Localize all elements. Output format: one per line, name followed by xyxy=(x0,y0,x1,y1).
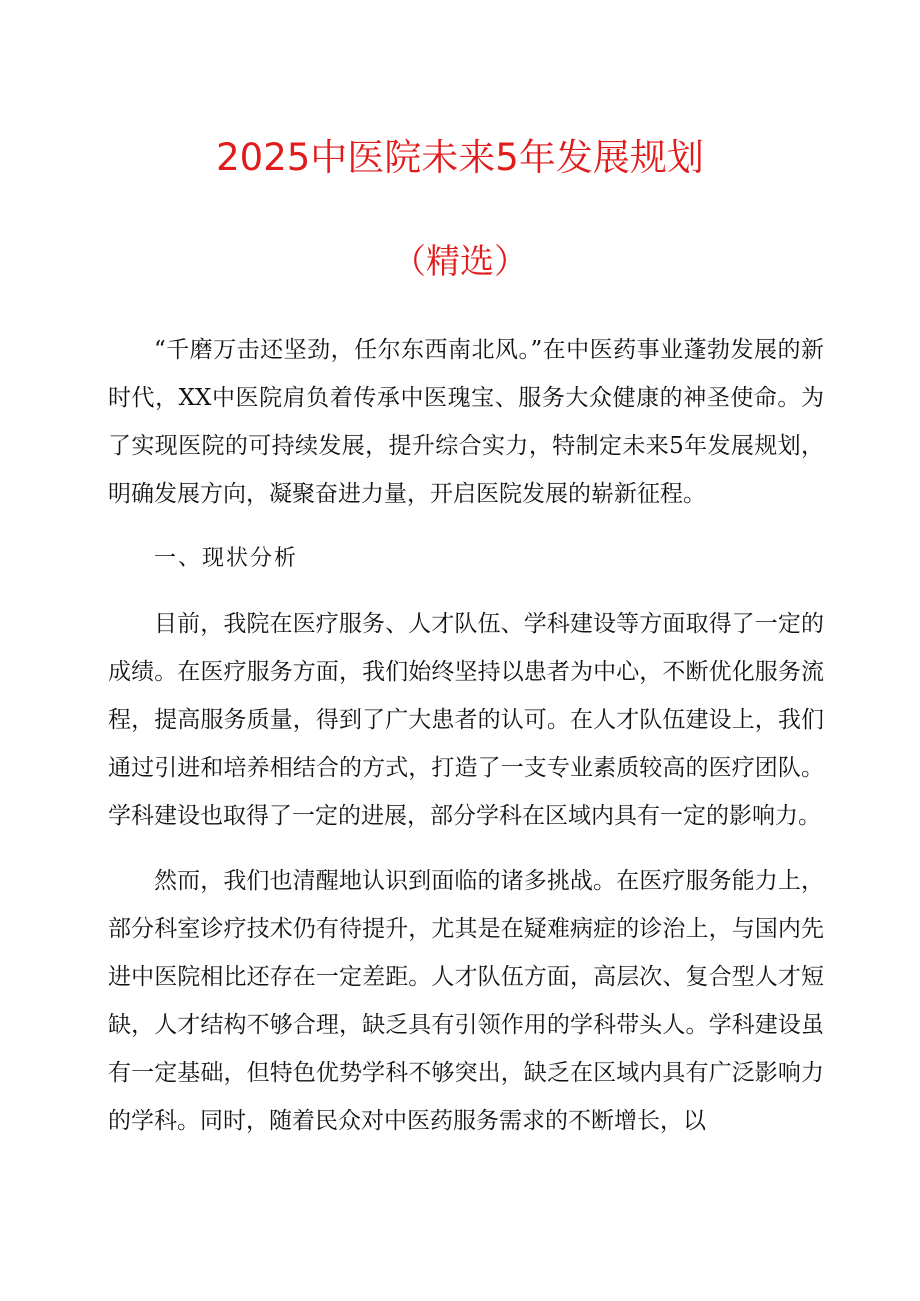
paragraph-achievements: 目前，我院在医疗服务、人才队伍、学科建设等方面取得了一定的成绩。在医疗服务方面，我们始终坚持以患者为中心，不断优化服务流程，提高服务质量，得到了广大患者的认可。在人才队伍建设上，我们通过引进和培养相结合的方式，打造了一支专业素质较高的医疗团队。学科建设也取得了一定的进展，部分学科在区域内具有一定的影响力。 xyxy=(108,611,824,829)
paragraph-gap xyxy=(108,840,824,857)
intro-paragraph: “千磨万击还坚劲，任尔东西南北风。”在中医药事业蓬勃发展的新时代，XX中医院肩负着传承中医瑰宝、服务大众健康的神圣使命。为了实现医院的可持续发展，提升综合实力，特制定未来5年发展规划，明确发展方向，凝聚奋进力量，开启医院发展的崭新征程。 xyxy=(108,337,824,507)
document-title: 2025中医院未来5年发展规划 xyxy=(216,136,704,179)
paragraph-challenges: 然而，我们也清醒地认识到面临的诸多挑战。在医疗服务能力上，部分科室诊疗技术仍有待提升，尤其是在疑难病症的诊治上，与国内先进中医院相比还存在一定差距。人才队伍方面，高层次、复合型人才短缺，人才结构不够合理，缺乏具有引领作用的学科带头人。学科建设虽有一定基础，但特色优势学科不够突出，缺乏在区域内具有广泛影响力的学科。同时，随着民众对中医药服务需求的不断增长，以 xyxy=(108,868,824,1134)
document-body xyxy=(108,326,824,1145)
section-heading-status-analysis: 一、现状分析 xyxy=(154,546,299,571)
document-subtitle: （精选） xyxy=(392,242,528,282)
